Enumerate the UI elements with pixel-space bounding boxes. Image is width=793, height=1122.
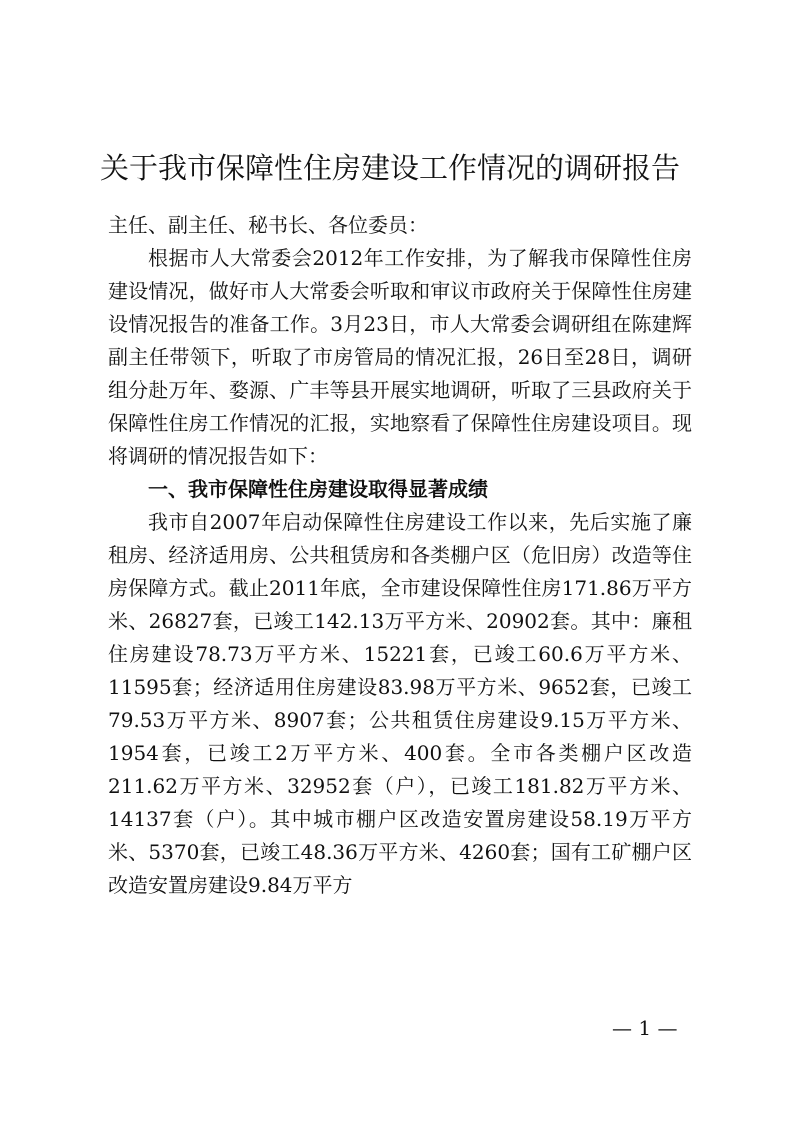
document-body (108, 209, 692, 902)
document-title: 关于我市保障性住房建设工作情况的调研报告 (100, 151, 681, 185)
paragraph-achievements: 我市自2007年启动保障性住房建设工作以来，先后实施了廉租房、经济适用房、公共租赁房和各类棚户区（危旧房）改造等住房保障方式。截止2011年底，全市建设保障性住房171.86万平方米、26827套，已竣工142.13万平方米、20902套。其中：廉租住房建设78.73万平方米、15221套，已竣工60.6万平方米、11595套；经济适用住房建设83.98万平方米、9652套，已竣工79.53万平方米、8907套；公共租赁住房建设9.15万平方米、1954套，已竣工2万平方米、400套。全市各类棚户区改造211.62万平方米、32952套（户），已竣工181.82万平方米、14137套（户）。其中城市棚户区改造安置房建设58.19万平方米、5370套，已竣工48.36万平方米、4260套；国有工矿棚户区改造安置房建设9.84万平方 (108, 510, 692, 897)
section-heading: 一、我市保障性住房建设取得显著成绩 (148, 477, 488, 501)
salutation: 主任、副主任、秘书长、各位委员： (108, 213, 428, 237)
paragraph-intro: 根据市人大常委会2012年工作安排，为了解我市保障性住房建设情况，做好市人大常委会听取和审议市政府关于保障性住房建设情况报告的准备工作。3月23日，市人大常委会调研组在陈建辉副主任带领下，听取了市房管局的情况汇报，26日至28日，调研组分赴万年、婺源、广丰等县开展实地调研，听取了三县政府关于保障性住房工作情况的汇报，实地察看了保障性住房建设项目。现将调研的情况报告如下： (108, 246, 692, 468)
page-number: — 1 — (612, 1016, 678, 1040)
